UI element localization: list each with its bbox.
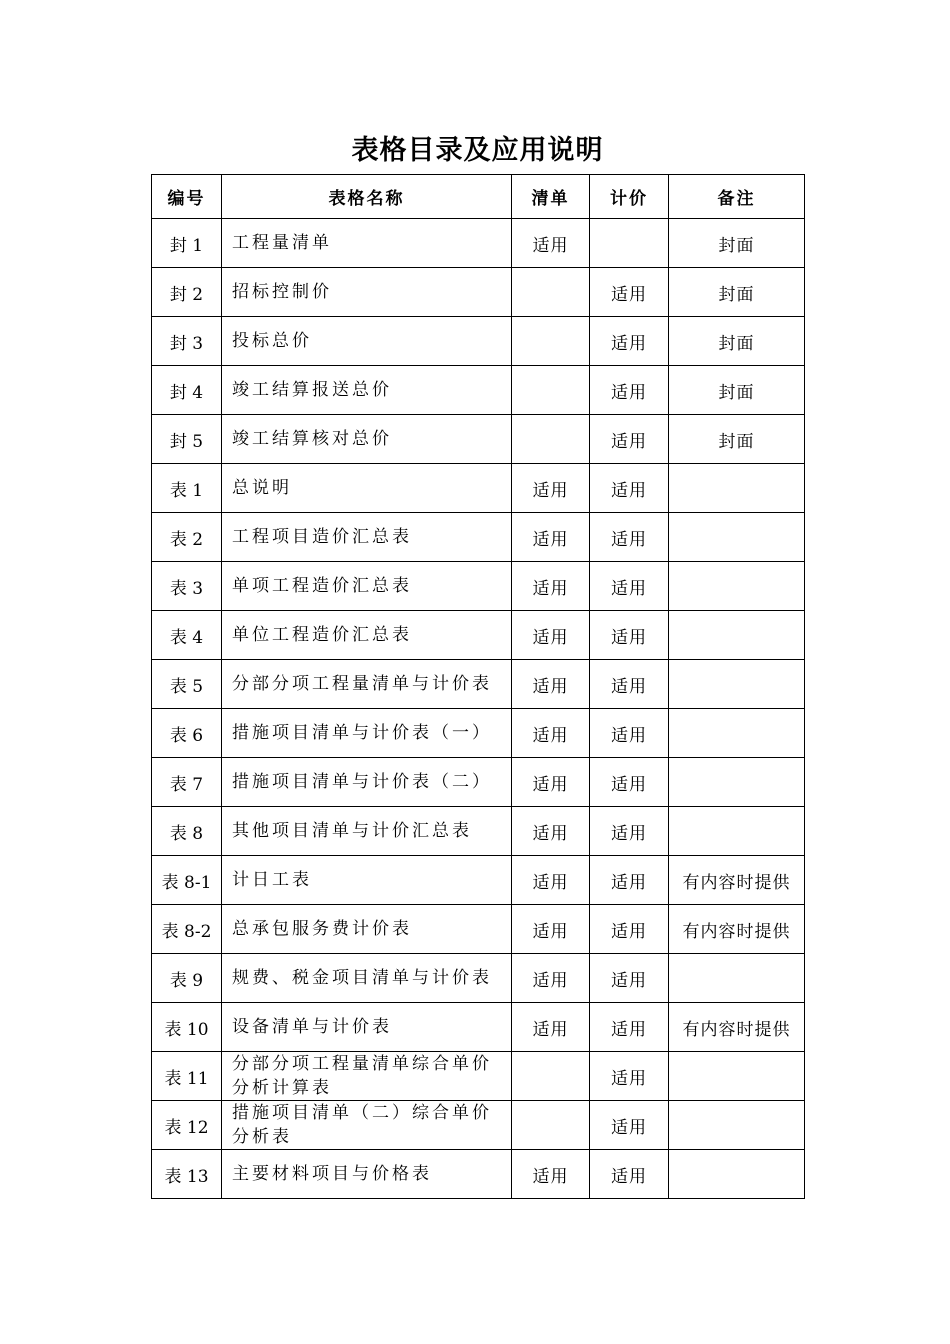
cell-jijia: 适用 (590, 758, 669, 807)
cell-qingdan: 适用 (512, 611, 590, 660)
cell-note (669, 464, 805, 513)
cell-id: 表 2 (152, 513, 222, 562)
cell-id: 表 8-1 (152, 856, 222, 905)
cell-name-line: 措施项目清单与计价表（二） (232, 772, 492, 792)
cell-name-line: 工程项目造价汇总表 (232, 527, 412, 547)
cell-name (222, 611, 512, 660)
cell-qingdan (512, 268, 590, 317)
cell-name-line: 总说明 (232, 478, 292, 498)
table-row (152, 1101, 805, 1150)
cell-id: 表 10 (152, 1003, 222, 1052)
cell-name (222, 513, 512, 562)
cell-id: 表 8 (152, 807, 222, 856)
cell-name (222, 954, 512, 1003)
cell-jijia: 适用 (590, 1101, 669, 1150)
table-header-row (152, 175, 805, 219)
cell-name-line: 竣工结算报送总价 (232, 380, 392, 400)
cell-jijia: 适用 (590, 905, 669, 954)
cell-note: 有内容时提供 (669, 856, 805, 905)
cell-id: 封 2 (152, 268, 222, 317)
cell-name-line: 单位工程造价汇总表 (232, 625, 412, 645)
catalog-table (151, 174, 805, 1199)
cell-name-line: 措施项目清单（二）综合单价 (232, 1103, 492, 1123)
header-qingdan: 清单 (512, 175, 590, 219)
cell-name (222, 660, 512, 709)
cell-name-line: 投标总价 (232, 331, 312, 351)
cell-note: 封面 (669, 268, 805, 317)
cell-name (222, 709, 512, 758)
cell-jijia: 适用 (590, 807, 669, 856)
cell-id: 封 3 (152, 317, 222, 366)
cell-name (222, 1003, 512, 1052)
cell-qingdan (512, 1052, 590, 1101)
table-row (152, 219, 805, 268)
cell-name (222, 219, 512, 268)
cell-name-line: 其他项目清单与计价汇总表 (232, 821, 472, 841)
cell-name-line: 主要材料项目与价格表 (232, 1164, 432, 1184)
cell-id: 表 13 (152, 1150, 222, 1199)
cell-jijia: 适用 (590, 562, 669, 611)
cell-note (669, 1150, 805, 1199)
header-name: 表格名称 (222, 175, 512, 219)
cell-id: 封 5 (152, 415, 222, 464)
cell-jijia (590, 219, 669, 268)
cell-note: 封面 (669, 415, 805, 464)
cell-jijia: 适用 (590, 1150, 669, 1199)
cell-name (222, 856, 512, 905)
cell-name (222, 758, 512, 807)
cell-note (669, 758, 805, 807)
cell-id: 表 4 (152, 611, 222, 660)
cell-name (222, 464, 512, 513)
cell-name-line: 单项工程造价汇总表 (232, 576, 412, 596)
cell-id: 表 8-2 (152, 905, 222, 954)
cell-note (669, 954, 805, 1003)
cell-jijia: 适用 (590, 856, 669, 905)
cell-qingdan: 适用 (512, 219, 590, 268)
cell-name (222, 562, 512, 611)
table-row (152, 464, 805, 513)
cell-name-line: 措施项目清单与计价表（一） (232, 723, 492, 743)
cell-note: 有内容时提供 (669, 1003, 805, 1052)
cell-qingdan: 适用 (512, 905, 590, 954)
cell-name (222, 268, 512, 317)
cell-jijia: 适用 (590, 954, 669, 1003)
cell-jijia: 适用 (590, 464, 669, 513)
cell-qingdan: 适用 (512, 856, 590, 905)
cell-note: 封面 (669, 219, 805, 268)
table-body (152, 219, 805, 1199)
cell-id: 封 1 (152, 219, 222, 268)
cell-qingdan: 适用 (512, 758, 590, 807)
cell-note (669, 611, 805, 660)
cell-name (222, 415, 512, 464)
table-row (152, 1150, 805, 1199)
cell-jijia: 适用 (590, 513, 669, 562)
cell-qingdan: 适用 (512, 709, 590, 758)
cell-id: 封 4 (152, 366, 222, 415)
table-row (152, 856, 805, 905)
cell-name (222, 366, 512, 415)
cell-qingdan (512, 415, 590, 464)
table-row (152, 905, 805, 954)
cell-qingdan: 适用 (512, 1003, 590, 1052)
cell-name (222, 905, 512, 954)
table-row (152, 1052, 805, 1101)
table-row (152, 562, 805, 611)
cell-name (222, 1101, 512, 1150)
cell-note (669, 562, 805, 611)
cell-qingdan (512, 317, 590, 366)
cell-note (669, 660, 805, 709)
table-row (152, 954, 805, 1003)
cell-id: 表 1 (152, 464, 222, 513)
cell-name (222, 807, 512, 856)
cell-name-line: 规费、税金项目清单与计价表 (232, 968, 492, 988)
cell-id: 表 9 (152, 954, 222, 1003)
cell-id: 表 5 (152, 660, 222, 709)
table-row (152, 611, 805, 660)
cell-name-line: 设备清单与计价表 (232, 1017, 392, 1037)
table-row (152, 268, 805, 317)
table-row (152, 807, 805, 856)
cell-note: 封面 (669, 366, 805, 415)
cell-jijia: 适用 (590, 268, 669, 317)
cell-name (222, 317, 512, 366)
cell-qingdan: 适用 (512, 954, 590, 1003)
cell-qingdan (512, 366, 590, 415)
table-row (152, 513, 805, 562)
table-row (152, 1003, 805, 1052)
cell-jijia: 适用 (590, 709, 669, 758)
table-row (152, 366, 805, 415)
table-row (152, 660, 805, 709)
cell-note (669, 709, 805, 758)
cell-jijia: 适用 (590, 660, 669, 709)
cell-qingdan (512, 1101, 590, 1150)
cell-name-line: 总承包服务费计价表 (232, 919, 412, 939)
cell-qingdan: 适用 (512, 660, 590, 709)
cell-note (669, 513, 805, 562)
cell-jijia: 适用 (590, 317, 669, 366)
header-id: 编号 (152, 175, 222, 219)
header-jijia: 计价 (590, 175, 669, 219)
cell-name-line: 分部分项工程量清单综合单价 (232, 1054, 492, 1074)
table-row (152, 758, 805, 807)
cell-name-line-2: 分析计算表 (232, 1078, 332, 1098)
cell-name (222, 1052, 512, 1101)
table-row (152, 709, 805, 758)
cell-id: 表 3 (152, 562, 222, 611)
cell-id: 表 7 (152, 758, 222, 807)
cell-qingdan: 适用 (512, 807, 590, 856)
cell-name-line: 招标控制价 (232, 282, 332, 302)
cell-name-line: 分部分项工程量清单与计价表 (232, 674, 492, 694)
cell-name (222, 1150, 512, 1199)
cell-name-line: 计日工表 (232, 870, 312, 890)
table-row (152, 317, 805, 366)
cell-note: 有内容时提供 (669, 905, 805, 954)
cell-jijia: 适用 (590, 1003, 669, 1052)
cell-jijia: 适用 (590, 611, 669, 660)
page-title: 表格目录及应用说明 (351, 135, 604, 166)
cell-jijia: 适用 (590, 1052, 669, 1101)
cell-id: 表 6 (152, 709, 222, 758)
cell-note (669, 1052, 805, 1101)
cell-qingdan: 适用 (512, 513, 590, 562)
cell-jijia: 适用 (590, 415, 669, 464)
cell-name-line: 竣工结算核对总价 (232, 429, 392, 449)
cell-id: 表 11 (152, 1052, 222, 1101)
table-row (152, 415, 805, 464)
cell-name-line-2: 分析表 (232, 1127, 292, 1147)
cell-name-line: 工程量清单 (232, 233, 332, 253)
cell-note (669, 807, 805, 856)
cell-note: 封面 (669, 317, 805, 366)
cell-qingdan: 适用 (512, 1150, 590, 1199)
header-note: 备注 (669, 175, 805, 219)
cell-qingdan: 适用 (512, 562, 590, 611)
cell-id: 表 12 (152, 1101, 222, 1150)
cell-qingdan: 适用 (512, 464, 590, 513)
cell-jijia: 适用 (590, 366, 669, 415)
cell-note (669, 1101, 805, 1150)
